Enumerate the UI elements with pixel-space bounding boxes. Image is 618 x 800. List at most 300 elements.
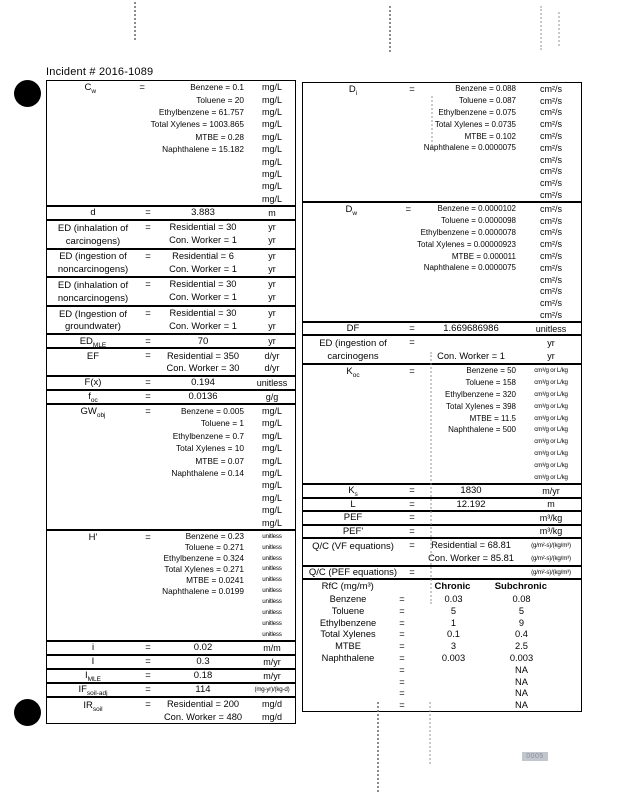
unit-label: cm²/s bbox=[540, 166, 562, 177]
rfc-chemical: Naphthalene bbox=[321, 652, 375, 663]
chem-value: MTBE = 0.07 bbox=[195, 455, 244, 466]
rfc-chemical: MTBE bbox=[335, 641, 361, 652]
chem-value: Naphthalene = 0.0000075 bbox=[423, 263, 516, 273]
equals-sign: = bbox=[399, 676, 405, 687]
table-row bbox=[303, 652, 581, 664]
rfc-chronic-value: 1 bbox=[450, 617, 457, 628]
param-cell bbox=[47, 250, 139, 277]
value-cell: 0.02 bbox=[193, 642, 213, 654]
unit-label: m bbox=[547, 499, 555, 510]
dual-line bbox=[421, 552, 581, 565]
unit-label: cm²/s bbox=[540, 95, 562, 106]
param-line bbox=[47, 350, 139, 363]
param-name: H' bbox=[88, 531, 98, 543]
page-stamp: 0005 bbox=[522, 752, 548, 761]
param-name: $K_s$ bbox=[348, 485, 358, 499]
value-cell: Con. Worker = 480 bbox=[163, 711, 243, 722]
unit-label: cm²/s bbox=[540, 286, 562, 297]
rfc-subchronic-value: NA bbox=[515, 676, 528, 687]
table-row bbox=[47, 696, 295, 724]
param-name: $ED_{MLE}$ bbox=[79, 335, 107, 349]
equals-sign: = bbox=[405, 203, 412, 215]
equals-sign: = bbox=[399, 629, 405, 640]
equals-sign: = bbox=[145, 221, 151, 233]
equals-sign: = bbox=[399, 664, 405, 675]
param-cell bbox=[47, 307, 139, 334]
unit-label: g/g bbox=[265, 391, 279, 402]
table-row bbox=[303, 605, 581, 617]
unit-label: unitless bbox=[262, 543, 282, 551]
chem-line bbox=[421, 154, 581, 166]
hole-punch-top bbox=[14, 80, 41, 107]
chem-line bbox=[417, 297, 581, 309]
unit-label: cm³/g or L/kg bbox=[534, 414, 568, 422]
param-name: $I_{MLE}$ bbox=[84, 670, 101, 684]
unit-label: mg/L bbox=[261, 505, 282, 516]
unit-label: cm²/s bbox=[540, 131, 562, 142]
value-cell: Residential = 30 bbox=[169, 279, 237, 290]
table-row bbox=[303, 699, 581, 711]
chem-line bbox=[151, 193, 295, 205]
unit-label: yr bbox=[547, 350, 555, 361]
unit-label: mg/L bbox=[261, 430, 282, 441]
table-row bbox=[303, 524, 581, 538]
unit-label: (g/m²-s)/(kg/m³) bbox=[531, 541, 571, 549]
chem-line bbox=[157, 574, 295, 585]
param-cell bbox=[47, 221, 139, 248]
unit-label: cm³/g or L/kg bbox=[534, 438, 568, 446]
unit-label: mg/L bbox=[261, 443, 282, 454]
unit-label: m³/kg bbox=[539, 512, 563, 523]
param-name: DF bbox=[346, 323, 360, 335]
param-name: carcinogens) bbox=[65, 235, 121, 247]
equals-sign: = bbox=[409, 525, 415, 537]
parameter-table-right bbox=[302, 82, 582, 712]
table-row bbox=[303, 510, 581, 524]
unit-label: unitless bbox=[535, 323, 567, 334]
rfc-subchronic-value: 0.4 bbox=[515, 629, 528, 640]
unit-label: (g/m²-s)/(kg/m³) bbox=[531, 554, 571, 562]
param-cell bbox=[47, 698, 139, 724]
equals-sign: = bbox=[145, 250, 151, 262]
param-name: $IF_{soil-adj}$ bbox=[78, 684, 108, 698]
table-row bbox=[303, 321, 581, 335]
unit-label: unitless bbox=[262, 532, 282, 540]
param-name: $C_w$ bbox=[84, 82, 97, 95]
rfc-chronic-value: 0.03 bbox=[444, 593, 463, 604]
chem-value: MTBE = 0.102 bbox=[464, 131, 516, 141]
dual-line bbox=[157, 307, 295, 320]
rfc-header-label: RfC (mg/m³) bbox=[321, 581, 374, 593]
param-cell bbox=[47, 81, 134, 205]
param-cell bbox=[47, 531, 139, 640]
unit-label: unitless bbox=[262, 608, 282, 616]
unit-label: unitless bbox=[262, 554, 282, 562]
value-lines bbox=[157, 307, 295, 334]
chem-line bbox=[417, 238, 581, 250]
value-cell: Residential = 6 bbox=[172, 250, 234, 261]
table-row bbox=[303, 334, 581, 363]
param-line bbox=[303, 540, 403, 553]
param-subscript: soil-adj bbox=[86, 690, 108, 698]
rfc-chronic-value: 5 bbox=[450, 605, 457, 616]
table-row bbox=[47, 305, 295, 334]
unit-label: cm²/s bbox=[540, 142, 562, 153]
chem-value: Total Xylenes = 0.00000923 bbox=[417, 239, 516, 249]
dual-line bbox=[157, 291, 295, 304]
chem-line bbox=[421, 459, 581, 471]
chem-line bbox=[157, 405, 295, 417]
rfc-subchronic-value: 2.5 bbox=[515, 641, 528, 652]
param-name: d bbox=[90, 207, 96, 219]
table-row bbox=[303, 201, 581, 321]
value-cell: Con. Worker = 1 bbox=[169, 235, 237, 246]
chem-value: Ethylbenzene = 320 bbox=[445, 390, 516, 400]
value-cell: Residential = 200 bbox=[166, 699, 240, 710]
chem-line bbox=[417, 274, 581, 286]
unit-label: unitless bbox=[262, 587, 282, 595]
param-subscript: s bbox=[354, 491, 358, 499]
equals-sign: = bbox=[409, 84, 415, 95]
dual-line bbox=[157, 710, 295, 723]
equals-sign: = bbox=[145, 350, 151, 362]
unit-label: cm²/s bbox=[540, 310, 562, 321]
param-cell bbox=[47, 278, 139, 305]
unit-label: cm²/s bbox=[540, 178, 562, 189]
table-row bbox=[303, 676, 581, 688]
param-cell bbox=[303, 336, 403, 363]
unit-label: m/yr bbox=[263, 670, 281, 681]
param-subscript: oc bbox=[90, 397, 98, 405]
chem-line bbox=[157, 629, 295, 640]
incident-number-label: Incident # 2016-1089 bbox=[46, 66, 154, 78]
unit-label: unitless bbox=[262, 576, 282, 584]
table-row bbox=[47, 333, 295, 347]
hole-punch-bottom bbox=[14, 699, 41, 726]
value-cell: 1830 bbox=[460, 485, 482, 497]
table-row bbox=[303, 628, 581, 640]
rfc-col-subchronic: Subchronic bbox=[494, 581, 547, 593]
value-lines bbox=[417, 203, 581, 321]
chem-value: Ethylbenzene = 0.0000078 bbox=[420, 227, 516, 237]
param-line bbox=[47, 320, 139, 333]
chem-line bbox=[421, 377, 581, 389]
chem-value: MTBE = 11.5 bbox=[469, 413, 516, 423]
value-lines bbox=[157, 405, 295, 529]
value-cell: Con. Worker = 1 bbox=[169, 263, 237, 274]
equals-sign: = bbox=[139, 82, 145, 93]
param-subscript: MLE bbox=[87, 676, 101, 684]
value-cell: 0.194 bbox=[191, 377, 215, 389]
value-cell: 0.0136 bbox=[188, 391, 218, 403]
chem-value: Naphthalene = 15.182 bbox=[162, 144, 244, 155]
param-cell bbox=[47, 670, 139, 682]
chem-line bbox=[151, 118, 295, 130]
rfc-chronic-value: 0.003 bbox=[441, 652, 466, 663]
unit-label: yr bbox=[268, 235, 276, 246]
equals-sign: = bbox=[145, 698, 151, 710]
equals-sign: = bbox=[409, 540, 415, 551]
value-cell bbox=[421, 512, 521, 524]
rfc-chemical: Total Xylenes bbox=[320, 629, 376, 640]
param-name: $K_{oc}$ bbox=[346, 366, 360, 379]
param-line bbox=[47, 235, 139, 248]
value-cell: Residential = 30 bbox=[169, 308, 237, 319]
chem-line bbox=[151, 93, 295, 105]
chem-line bbox=[157, 516, 295, 528]
chem-line bbox=[421, 436, 581, 448]
chem-line bbox=[421, 142, 581, 154]
scan-artifact bbox=[134, 2, 136, 40]
chem-line bbox=[151, 131, 295, 143]
equals-sign: = bbox=[409, 323, 415, 335]
param-subscript: oc bbox=[352, 371, 360, 379]
chem-line bbox=[157, 618, 295, 629]
dual-line bbox=[157, 234, 295, 247]
param-name: noncarcinogens) bbox=[57, 292, 129, 304]
chem-line bbox=[157, 430, 295, 442]
rfc-subchronic-value: 5 bbox=[518, 605, 525, 616]
unit-label: cm³/g or L/kg bbox=[534, 391, 568, 399]
param-name: $GW_{obj}$ bbox=[80, 405, 106, 419]
dual-line bbox=[157, 278, 295, 291]
unit-label: cm²/s bbox=[540, 262, 562, 273]
value-cell: Con. Worker = 85.81 bbox=[428, 553, 514, 564]
param-subscript: w bbox=[352, 209, 358, 217]
table-row bbox=[303, 363, 581, 483]
chem-line bbox=[417, 203, 581, 215]
chem-line bbox=[151, 81, 295, 93]
chem-value: MTBE = 0.000011 bbox=[451, 251, 516, 261]
unit-label: mg/L bbox=[261, 455, 282, 466]
unit-label: yr bbox=[268, 308, 276, 319]
chem-value: Ethylbenzene = 61.757 bbox=[158, 106, 244, 117]
chem-line bbox=[421, 389, 581, 401]
equals-sign: = bbox=[409, 485, 415, 497]
param-line bbox=[47, 699, 139, 712]
chem-line bbox=[421, 166, 581, 178]
chem-line bbox=[417, 262, 581, 274]
param-line bbox=[47, 222, 139, 235]
table-row bbox=[303, 483, 581, 497]
unit-label: cm²/s bbox=[540, 154, 562, 165]
chem-line bbox=[157, 563, 295, 574]
unit-label: cm²/s bbox=[540, 190, 562, 201]
chem-line bbox=[421, 412, 581, 424]
unit-label: cm²/s bbox=[540, 227, 562, 238]
rfc-chemical: Ethylbenzene bbox=[319, 617, 377, 628]
value-cell: 114 bbox=[195, 684, 211, 696]
table-row bbox=[47, 654, 295, 668]
dual-line bbox=[157, 319, 295, 332]
param-subscript: soil bbox=[92, 705, 103, 713]
value-cell: 1.669686986 bbox=[443, 323, 499, 335]
param-name: noncarcinogens) bbox=[57, 264, 129, 276]
equals-sign: = bbox=[145, 279, 151, 291]
param-subscript: MLE bbox=[92, 341, 107, 349]
equals-sign: = bbox=[145, 377, 151, 389]
param-name: PEF' bbox=[342, 525, 364, 537]
table-row bbox=[303, 640, 581, 652]
dual-line bbox=[157, 250, 295, 263]
table-row bbox=[303, 687, 581, 699]
chem-value: Toluene = 20 bbox=[196, 94, 244, 105]
param-cell bbox=[303, 512, 403, 524]
unit-label: cm²/s bbox=[540, 203, 562, 214]
chem-line bbox=[151, 155, 295, 167]
table-row bbox=[303, 537, 581, 565]
rfc-subchronic-value: NA bbox=[515, 688, 528, 699]
value-lines bbox=[157, 250, 295, 277]
unit-label: cm²/s bbox=[540, 83, 562, 94]
chem-line bbox=[151, 143, 295, 155]
value-lines bbox=[157, 221, 295, 248]
unit-label: mg/L bbox=[261, 468, 282, 479]
param-cell bbox=[303, 539, 403, 565]
param-name: Q/C (VF equations) bbox=[312, 540, 394, 552]
unit-label: mg/L bbox=[261, 480, 282, 491]
param-cell bbox=[47, 349, 139, 375]
unit-label: m/yr bbox=[542, 485, 560, 496]
value-cell: Con. Worker = 1 bbox=[437, 350, 505, 361]
param-cell bbox=[303, 365, 403, 483]
chem-line bbox=[157, 596, 295, 607]
equals-sign: = bbox=[145, 335, 151, 347]
chem-line bbox=[417, 227, 581, 239]
rfc-col-chronic: Chronic bbox=[434, 581, 471, 593]
unit-label: mg/L bbox=[261, 144, 282, 155]
table-row bbox=[303, 578, 581, 593]
unit-label: cm³/g or L/kg bbox=[534, 426, 568, 434]
unit-label: mg/L bbox=[261, 131, 282, 142]
param-line bbox=[47, 263, 139, 276]
param-line bbox=[47, 279, 139, 292]
param-cell bbox=[47, 405, 139, 529]
unit-label: cm³/g or L/kg bbox=[534, 450, 568, 457]
unit-label: unitless bbox=[256, 377, 288, 388]
chem-line bbox=[417, 286, 581, 298]
param-name: EF bbox=[86, 351, 100, 363]
unit-label: unitless bbox=[262, 565, 282, 573]
param-cell bbox=[303, 485, 403, 497]
param-name: $D_w$ bbox=[345, 203, 358, 217]
value-lines bbox=[157, 698, 295, 724]
unit-label: m bbox=[268, 207, 276, 218]
param-line bbox=[47, 308, 139, 321]
param-cell bbox=[47, 656, 139, 668]
unit-label: mg/L bbox=[261, 492, 282, 503]
unit-label: mg/L bbox=[261, 517, 282, 528]
param-cell bbox=[47, 207, 139, 219]
param-cell bbox=[47, 642, 139, 654]
chem-line bbox=[157, 542, 295, 553]
unit-label: yr bbox=[547, 337, 555, 348]
chem-value: Naphthalene = 0.0000075 bbox=[423, 143, 516, 153]
equals-sign: = bbox=[409, 566, 415, 578]
table-row bbox=[303, 497, 581, 511]
rfc-chronic-value: 3 bbox=[450, 641, 457, 652]
unit-label: yr bbox=[268, 263, 276, 274]
equals-sign: = bbox=[145, 405, 151, 417]
param-line bbox=[47, 292, 139, 305]
unit-label: mg/L bbox=[261, 156, 282, 167]
chem-line bbox=[421, 118, 581, 130]
table-row bbox=[303, 593, 581, 605]
unit-label: yr bbox=[268, 222, 276, 233]
unit-label: mg/L bbox=[261, 168, 282, 179]
param-subscript: obj bbox=[96, 411, 106, 419]
value-cell: Residential = 68.81 bbox=[431, 540, 511, 551]
value-lines bbox=[157, 349, 295, 375]
value-cell: Con. Worker = 1 bbox=[169, 292, 237, 303]
unit-label: cm²/s bbox=[540, 274, 562, 285]
value-cell bbox=[421, 526, 521, 538]
chem-value: Toluene = 158 bbox=[465, 378, 516, 388]
chem-value: MTBE = 0.28 bbox=[195, 131, 244, 142]
value-cell: Residential = 30 bbox=[169, 222, 237, 233]
unit-label: yr bbox=[268, 250, 276, 261]
equals-sign: = bbox=[399, 700, 405, 711]
param-name: PEF bbox=[343, 512, 363, 524]
unit-label: (mg-yr)/(kg-d) bbox=[254, 686, 290, 694]
unit-label: mg/L bbox=[261, 119, 282, 130]
chem-line bbox=[421, 177, 581, 189]
unit-label: cm²/s bbox=[540, 215, 562, 226]
scan-artifact bbox=[431, 96, 433, 150]
value-cell: 3.883 bbox=[191, 207, 215, 219]
param-cell bbox=[303, 567, 403, 579]
chem-value: Naphthalene = 500 bbox=[448, 425, 516, 435]
table-row bbox=[47, 682, 295, 696]
scan-artifact bbox=[377, 702, 379, 792]
chem-line bbox=[157, 454, 295, 466]
chem-value: Naphthalene = 0.0199 bbox=[162, 585, 244, 596]
unit-label: m/m bbox=[263, 642, 281, 653]
param-cell bbox=[47, 391, 139, 403]
unit-label: cm²/s bbox=[540, 239, 562, 250]
table-row bbox=[303, 83, 581, 201]
table-row bbox=[47, 375, 295, 389]
unit-label: d/yr bbox=[264, 363, 280, 374]
unit-label: mg/L bbox=[261, 406, 282, 417]
unit-label: unitless bbox=[262, 619, 282, 627]
chem-line bbox=[157, 467, 295, 479]
chem-value: Total Xylenes = 0.0735 bbox=[434, 119, 516, 129]
chem-line bbox=[157, 531, 295, 542]
equals-sign: = bbox=[399, 652, 405, 663]
chem-value: Ethylbenzene = 0.7 bbox=[172, 430, 244, 441]
chem-value: Toluene = 0.271 bbox=[184, 542, 244, 553]
chem-value: MTBE = 0.0241 bbox=[186, 574, 244, 585]
chem-value: Total Xylenes = 0.271 bbox=[164, 563, 244, 574]
table-row bbox=[47, 403, 295, 529]
unit-label: mg/d bbox=[261, 711, 282, 722]
dual-line bbox=[157, 698, 295, 711]
unit-label: cm³/g or L/kg bbox=[534, 379, 568, 387]
param-name: I bbox=[91, 656, 95, 668]
unit-label: unitless bbox=[262, 598, 282, 606]
param-line bbox=[47, 251, 139, 264]
dual-line bbox=[421, 539, 581, 552]
chem-value: Benzene = 0.005 bbox=[181, 406, 244, 417]
value-lines bbox=[157, 531, 295, 640]
param-name: ED (inhalation of bbox=[57, 222, 129, 234]
chem-line bbox=[421, 471, 581, 483]
rfc-chemical: Benzene bbox=[329, 593, 367, 604]
equals-sign: = bbox=[409, 366, 415, 378]
param-name: ED (ingestion of bbox=[59, 251, 127, 263]
rfc-chronic-value: 0.1 bbox=[447, 629, 460, 640]
